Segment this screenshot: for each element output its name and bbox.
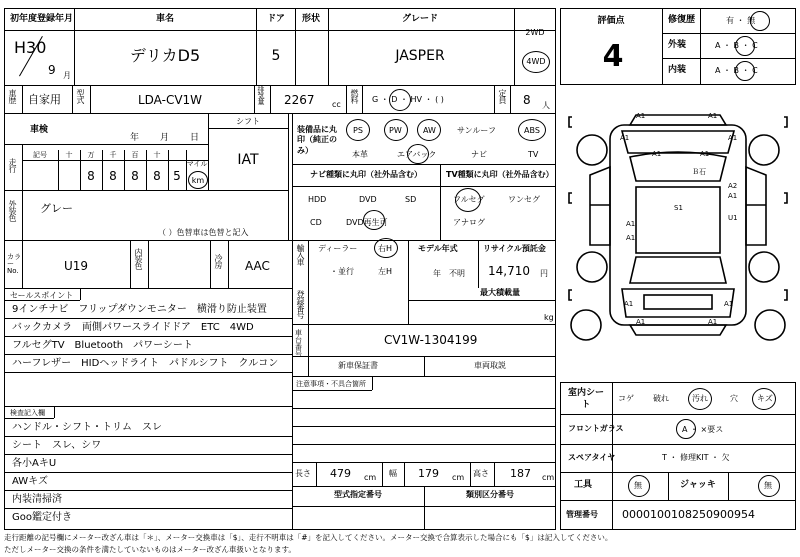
- inspection-year-unit: 年: [130, 133, 140, 143]
- import-dealer: ディーラー: [318, 244, 358, 253]
- displacement-label: 排気量: [257, 86, 265, 104]
- windshield-options: A ・ ×要ス: [682, 425, 724, 434]
- exterior-options: A ・ B ・ C: [715, 41, 758, 50]
- class-number-label: 類別区分番号: [466, 490, 514, 499]
- chassis-label: 車台番号: [295, 329, 302, 358]
- tv-analog: アナログ: [453, 218, 485, 227]
- first-registration-label: 初年度登録年月: [10, 14, 74, 24]
- model-value: LDA-CV1W: [137, 93, 203, 107]
- doors-value: 5: [271, 48, 281, 64]
- diag-label-7: A1: [626, 220, 636, 228]
- diag-label-2: A1: [708, 112, 718, 120]
- mileage-sub-4: 百: [131, 151, 139, 159]
- width-value: 179: [418, 467, 439, 480]
- shift-value: IAT: [237, 152, 259, 168]
- mileage-digit-3: 8: [153, 169, 161, 183]
- jack-none-circle: [758, 475, 780, 497]
- equip-leather: 本革: [352, 150, 368, 159]
- mileage-digit-0: 8: [87, 169, 95, 183]
- score-label: 評価点: [597, 16, 625, 26]
- tv-fullseg: フルセグ: [453, 195, 485, 204]
- windshield-a-circle: [676, 419, 696, 439]
- mileage-sub-1: 十: [65, 151, 73, 159]
- equipment-label: 装備品に丸印（純正のみ）: [297, 125, 337, 155]
- import-label: 輸入車: [296, 244, 305, 265]
- model-label: 型式: [76, 89, 85, 103]
- grade-label: グレード: [401, 14, 439, 24]
- nav-dvd: DVD: [359, 195, 377, 204]
- equip-abs-circle: [518, 119, 546, 141]
- color-code-label: カラーNo.: [7, 253, 21, 275]
- tools-label: 工具: [574, 480, 593, 490]
- manual-label: 車両取説: [474, 361, 506, 370]
- car-name: デリカD5: [129, 46, 201, 65]
- equip-tv: TV: [528, 150, 539, 159]
- mileage-label: 走行: [8, 158, 17, 172]
- equip-abs: ABS: [524, 126, 540, 135]
- diag-label-3: A1: [620, 134, 630, 142]
- diag-label-10: A1: [724, 300, 734, 308]
- inspector-label: 検査記入欄: [10, 409, 45, 417]
- import-parallel: ・並行: [330, 267, 354, 276]
- model-year-label: モデル年式: [418, 244, 458, 253]
- height-value: 187: [510, 467, 531, 480]
- nav-cd: CD: [310, 218, 322, 227]
- capacity-value: 8: [523, 93, 531, 107]
- equip-navi: ナビ: [471, 150, 487, 159]
- repair-none-circle: [750, 11, 770, 31]
- diag-label-16: S1: [674, 204, 683, 212]
- spare-label: スペアタイヤ: [568, 453, 616, 462]
- ac-value: AAC: [245, 259, 270, 273]
- diag-label-12: A1: [708, 318, 718, 326]
- width-unit: cm: [452, 473, 465, 482]
- equip-airbag-circle: [407, 144, 429, 164]
- diag-label-11: A1: [636, 318, 646, 326]
- first-registration-era: H30: [14, 38, 47, 57]
- nav-hdd: HDD: [308, 195, 327, 204]
- seat-tear: 破れ: [653, 394, 669, 403]
- sales-point-line-3: フルセグTV Bluetooth パワーシート: [12, 340, 193, 351]
- import-right-circle: [374, 238, 398, 258]
- tv-fullseg-circle: [455, 188, 481, 212]
- grade-value: JASPER: [395, 48, 445, 64]
- fuel-label: 燃料: [350, 89, 359, 103]
- seat-scratch: キズ: [757, 394, 773, 403]
- diag-label-15: U1: [728, 214, 738, 222]
- width-label: 幅: [389, 469, 397, 478]
- diag-label-8: A1: [626, 234, 636, 242]
- capacity-unit: 人: [542, 101, 550, 110]
- chassis-value: CV1W-1304199: [384, 333, 478, 347]
- diag-label-1: A1: [636, 112, 646, 120]
- spare-options: T ・ 修理KIT ・ 欠: [662, 453, 730, 462]
- inspector-line-5: 内装清掃済: [12, 494, 62, 505]
- max-load-unit: kg: [544, 313, 554, 322]
- inspection-month-unit: 月: [160, 133, 170, 143]
- inspection-label: 車検: [30, 125, 49, 135]
- jack-value: 無: [764, 481, 772, 490]
- type-number-label: 型式指定番号: [334, 490, 382, 499]
- recycle-unit: 円: [540, 269, 548, 278]
- diag-label-6: A1: [700, 150, 710, 158]
- management-value: 0000100108250900954: [622, 508, 755, 521]
- equip-ps-circle: [346, 119, 370, 141]
- diag-label-9: A1: [624, 300, 634, 308]
- equip-aw: AW: [423, 126, 436, 135]
- registration-label: 登録番号: [296, 290, 305, 318]
- interior-label: 内装: [668, 65, 687, 75]
- import-left-hand: 左H: [378, 267, 393, 276]
- seat-hole: 穴: [730, 394, 738, 403]
- mileage-sub-2: 万: [87, 151, 95, 159]
- diag-label-5: A1: [652, 150, 662, 158]
- diag-label-14: A2: [728, 182, 738, 190]
- mileage-sub-5: 十: [153, 151, 161, 159]
- height-label: 高さ: [473, 469, 489, 478]
- exterior-label: 外装: [668, 40, 687, 50]
- exterior-b-circle: [735, 36, 755, 56]
- inspector-line-3: 各小AキU: [12, 458, 57, 469]
- warranty-label: 新車保証書: [338, 361, 378, 370]
- height-unit: cm: [542, 473, 555, 482]
- shift-label: シフト: [236, 117, 260, 126]
- mileage-sub-3: 千: [109, 151, 117, 159]
- recycle-label: リサイクル預託金: [483, 244, 546, 253]
- score-value: 4: [602, 39, 624, 74]
- exterior-color-value: グレー: [40, 202, 73, 215]
- drive-4wd: 4WD: [526, 57, 546, 66]
- windshield-label: フロントガラス: [568, 424, 624, 433]
- footer-note-1: 走行距離の記号欄にメーター改ざん車は「＊」、メーター交換車は「$」、走行不明車は「#」を記入してください。メーター交換で合算表示した場合にも「$」は記入してください。: [4, 533, 613, 542]
- door-label: ドア: [267, 14, 285, 24]
- sales-point-line-1: 9インチナビ フリップダウンモニター 横滑り防止装置: [12, 304, 267, 315]
- interior-b-circle: [735, 61, 755, 81]
- seat-stain: 汚れ: [692, 394, 708, 403]
- ac-label: 冷房: [214, 254, 223, 268]
- diag-label-17: Ｂ石: [692, 168, 706, 176]
- equip-pw-circle: [384, 119, 408, 141]
- recycle-value: 14,710: [488, 264, 530, 278]
- use-value: 自家用: [28, 93, 61, 106]
- tools-none-circle: [628, 475, 650, 497]
- inspector-line-4: AWキズ: [12, 476, 48, 487]
- sales-points-label: セールスポイント: [10, 291, 74, 300]
- seat-stain-circle: [688, 388, 712, 410]
- nav-sd: SD: [405, 195, 417, 204]
- inspector-line-2: シート スレ、シワ: [12, 440, 102, 451]
- mileage-digit-4: 5: [173, 169, 181, 183]
- interior-options: A ・ B ・ C: [715, 66, 758, 75]
- model-year-value: 年 不明: [433, 269, 465, 278]
- interior-color-label: 内装色: [134, 248, 143, 269]
- footer-note-2: ただしメーター交換の条件を満たしていないものはメーター改ざん車扱いとなります。: [4, 545, 296, 554]
- max-load-label: 最大積載量: [480, 288, 520, 297]
- inspection-day-unit: 日: [190, 133, 200, 143]
- inspector-line-6: Goo鑑定付き: [12, 512, 72, 523]
- import-right-hand: 右H: [378, 244, 393, 253]
- jack-label: ジャッキ: [680, 480, 716, 490]
- history-label: 車歴: [8, 89, 17, 103]
- tv-type-label: TV種類に丸印（社外品含む）: [446, 170, 554, 179]
- repair-label: 修復歴: [668, 15, 696, 25]
- sales-point-line-4: ハーフレザー HIDヘッドライト パドルシフト クルコン: [12, 358, 279, 369]
- car-outline-svg: [560, 95, 796, 375]
- sales-point-line-2: バックカメラ 両側パワースライドドア ETC 4WD: [12, 322, 254, 333]
- capacity-label: 定員: [498, 89, 507, 103]
- color-code-value: U19: [64, 259, 89, 273]
- equip-aw-circle: [417, 119, 441, 141]
- exterior-color-label: 外装色: [8, 200, 17, 221]
- length-value: 479: [330, 467, 351, 480]
- equip-ps: PS: [353, 126, 363, 135]
- first-registration-month: 9: [48, 63, 56, 77]
- car-name-label: 車名: [155, 14, 175, 24]
- body-label: 形状: [301, 14, 321, 24]
- fuel-options: G ・ D ・ HV ・ ( ): [372, 95, 444, 104]
- tools-value: 無: [634, 481, 642, 490]
- management-label: 管理番号: [566, 510, 598, 519]
- length-unit: cm: [364, 473, 377, 482]
- notes-label: 注意事項・不具合箇所: [296, 380, 366, 388]
- fuel-selected-circle: [389, 89, 411, 111]
- seat-scratch-circle: [752, 388, 776, 410]
- displacement-unit: cc: [332, 100, 341, 109]
- color-note: （ ）色替車は色替と記入: [158, 228, 249, 237]
- nav-dvd-play: DVD再生可: [346, 218, 388, 227]
- equip-airbag: エアバック: [397, 150, 437, 159]
- mileage-unit: km: [191, 176, 205, 185]
- nav-type-label: ナビ種類に丸印（社外品含む）: [310, 170, 422, 179]
- tv-oneseg: ワンセグ: [508, 195, 540, 204]
- month-unit: 月: [63, 71, 71, 80]
- inspector-line-1: ハンドル・シフト・トリム スレ: [12, 422, 162, 433]
- displacement-value: 2267: [284, 93, 315, 107]
- mileage-sub-0: 記号: [33, 151, 47, 159]
- length-label: 長さ: [295, 469, 311, 478]
- seat-label: 室内シート: [568, 388, 605, 410]
- car-damage-diagram: [560, 95, 796, 375]
- equip-sunroof: サンルーフ: [457, 126, 496, 135]
- seat-burn: コゲ: [618, 394, 634, 403]
- drive-2wd: 2WD: [525, 28, 545, 37]
- repair-options: 有 ・ 無: [726, 16, 756, 25]
- mileage-digit-1: 8: [109, 169, 117, 183]
- equip-pw: PW: [389, 126, 402, 135]
- mileage-digit-2: 8: [131, 169, 139, 183]
- diag-label-13: A1: [728, 192, 738, 200]
- nav-dvd-play-circle: [363, 210, 385, 230]
- mileage-sub-6: マイル: [186, 160, 208, 168]
- diag-label-4: A1: [728, 134, 738, 142]
